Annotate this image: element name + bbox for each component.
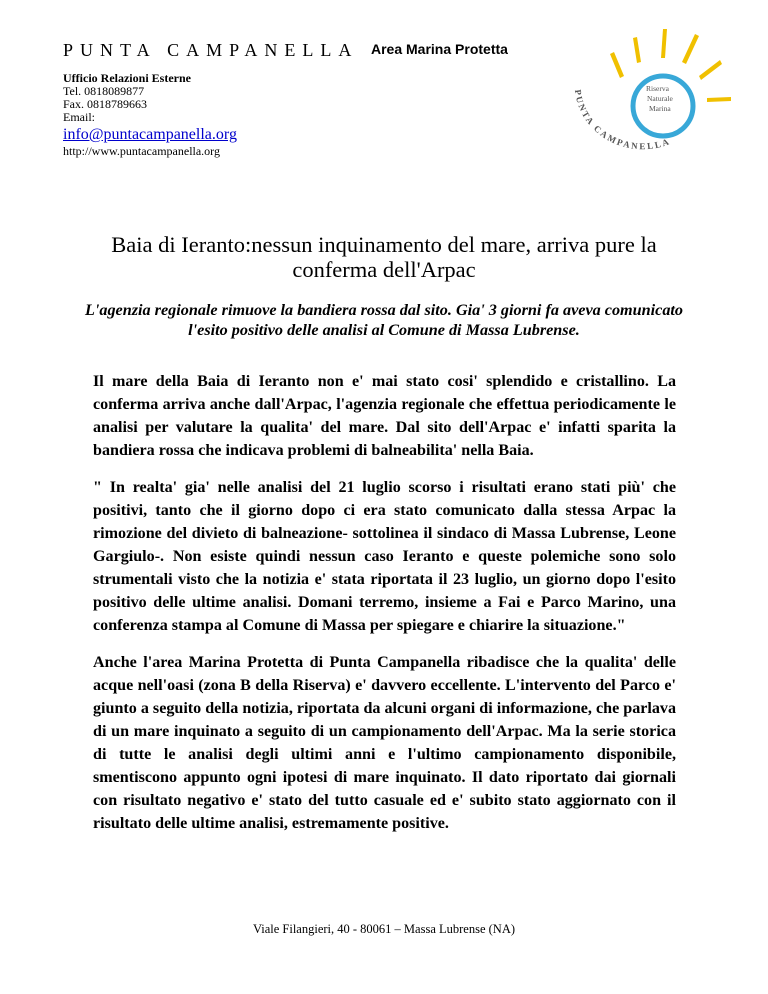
article-title: Baia di Ieranto:nessun inquinamento del mare, arriva pure la conferma dell'Arpac (111, 232, 657, 282)
article-paragraph: Anche l'area Marina Protetta di Punta Campanella ribadisce che la qualita' delle acque nell'oasi (zona B della Riserva) e' davvero eccellente. L'intervento del Parco e' giunto a seguito della notizia, riportata da alcuni organi di informazione, che parlava di un mare inquinato a seguito di un campionamento dell'Arpac. Ma la serie storica di tutte le analisi degli ultimi anni e l'ultimo campionamento disponibile, smentiscono appunto ogni ipotesi di mare inquinato. Il dato riportato dai giornali con risultato negativo e' stato del tutto casuale ed e' subito stato aggiornato con il risultato delle ultime analisi, estremamente positive. (93, 654, 676, 832)
park-logo (565, 20, 745, 170)
article-paragraph: " In realta' gia' nelle analisi del 21 luglio scorso i risultati erano stati più' che positivi, tanto che il giorno dopo ci era stato comunicato dalla stessa Arpac la rimozione del divieto di balneazione- sottolinea il sindaco di Massa Lubrense, Leone Gargiulo-. Non esiste quindi nessun caso Ieranto e queste polemiche sono solo strumentali visto che la notizia e' stata riportata il 23 luglio, un giorno dopo l'esito positivo delle ultime analisi. Domani terremo, insieme a Fai e Parco Marino, una conferenza stampa al Comune di Massa per spiegare e chiarire la situazione." (93, 479, 676, 634)
article-subtitle: L'agenzia regionale rimuove la bandiera rossa dal sito. Gia' 3 giorni fa aveva comunicato l'esito positivo delle analisi al Comune di Massa Lubrense. (84, 301, 684, 339)
logo-text-riserva: Riserva (646, 84, 669, 93)
website-link[interactable]: http://www.puntacampanella.org (63, 144, 220, 158)
article-paragraph: Il mare della Baia di Ieranto non e' mai stato cosi' splendido e cristallino. La conferma arriva anche dall'Arpac, l'agenzia regionale che effettua periodicamente le analisi per valutare la qualita' del mare. Dal sito dell'Arpac e' infatti sparita la bandiera rossa che indicava problemi di balneabilita' nella Baia. (93, 373, 676, 459)
contact-block (63, 72, 237, 159)
logo-arc-text: PUNTA CAMPANELLA (572, 88, 672, 152)
sun-rays-icon (610, 29, 731, 102)
brand-subtitle: Area Marina Protetta (371, 41, 508, 57)
brand-name: PUNTA CAMPANELLA (63, 40, 359, 60)
phone-number: Tel. 0818089877 (63, 84, 145, 98)
email-label: Email: (63, 110, 95, 124)
logo-text-naturale: Naturale (647, 94, 673, 103)
office-name: Ufficio Relazioni Esterne (63, 71, 191, 85)
footer-address: Viale Filangieri, 40 - 80061 – Massa Lubrense (NA) (252, 922, 516, 936)
logo-text-marina: Marina (649, 104, 671, 113)
email-link[interactable]: info@puntacampanella.org (63, 126, 237, 143)
fax-number: Fax. 0818789663 (63, 97, 147, 111)
article-body (93, 370, 676, 849)
